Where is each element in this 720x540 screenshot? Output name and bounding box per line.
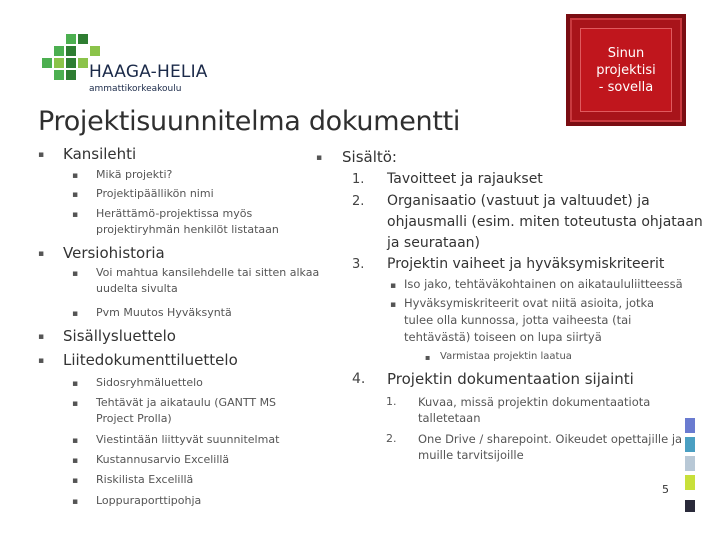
list-item: Sidosryhmäluettelo (96, 376, 203, 389)
list-item: Projektipäällikön nimi (96, 187, 214, 200)
bullet-icon: ▪ (316, 153, 323, 163)
list-item: Viestintään liittyvät suunnitelmat (96, 433, 280, 446)
sisalto-heading: Sisältö: (342, 148, 397, 166)
bullet-icon: ▪ (72, 269, 79, 279)
kansilehti-heading: Kansilehti (63, 145, 137, 163)
list-item: Loppuraporttipohja (96, 494, 202, 507)
liitedokumentit-heading: Liitedokumenttiluettelo (63, 351, 238, 369)
list-item: Pvm Muutos Hyväksyntä (96, 306, 232, 319)
bullet-icon: ▪ (38, 249, 45, 259)
bullet-icon: ▪ (425, 353, 431, 362)
list-item: tehtävästä) toiseen on lupa siirtyä (404, 330, 602, 344)
bullet-icon: ▪ (38, 150, 45, 160)
list-item: Iso jako, tehtäväkohtainen on aikataululiitteessä (404, 277, 683, 291)
list-item: tulee olla kunnossa, jotta vaiheesta (tai (404, 313, 632, 327)
bullet-icon: ▪ (390, 281, 397, 291)
list-item: muille tarvitsijoille (418, 448, 524, 462)
list-item: Project Prolla) (96, 412, 172, 425)
page-title: Projektisuunnitelma dokumentti (38, 106, 461, 137)
list-item: Varmistaa projektin laatua (440, 351, 572, 362)
content-item: Tavoitteet ja rajaukset (387, 171, 543, 187)
list-item: Kustannusarvio Excelillä (96, 453, 230, 466)
list-item: Voi mahtua kansilehdelle tai sitten alkaa (96, 266, 320, 279)
item-number: 3. (352, 257, 365, 272)
bullet-icon: ▪ (72, 210, 79, 220)
list-item: Hyväksymiskriteerit ovat niitä asioita, jotka (404, 296, 655, 310)
item-number: 4. (352, 371, 366, 387)
bullet-icon: ▪ (72, 379, 79, 389)
list-item: Mikä projekti? (96, 168, 173, 181)
content-item: Organisaatio (vastuut ja valtuudet) ja (387, 193, 650, 209)
bullet-icon: ▪ (72, 497, 79, 507)
list-item: Riskilista Excelillä (96, 473, 194, 486)
item-number: 1. (386, 395, 397, 408)
bullet-icon: ▪ (72, 456, 79, 466)
bullet-icon: ▪ (72, 436, 79, 446)
callout-badge-text: Sinun projektisi - sovella (580, 28, 672, 112)
bullet-icon: ▪ (390, 300, 397, 310)
item-number: 2. (352, 194, 365, 209)
bullet-icon: ▪ (72, 476, 79, 486)
callout-badge (566, 14, 686, 126)
list-item: Kuvaa, missä projektin dokumentaatiota (418, 395, 651, 409)
sisallysluettelo-heading: Sisällysluettelo (63, 327, 176, 345)
bullet-icon: ▪ (38, 356, 45, 366)
list-item: uudelta sivulta (96, 282, 178, 295)
list-item: Tehtävät ja aikataulu (GANTT MS (96, 396, 277, 409)
list-item: One Drive / sharepoint. Oikeudet opettajille ja (418, 432, 683, 446)
content-item: Projektin vaiheet ja hyväksymiskriteerit (387, 256, 665, 272)
list-item: projektiryhmän henkilöt listataan (96, 223, 279, 236)
item-number: 2. (386, 432, 397, 445)
bullet-icon: ▪ (72, 190, 79, 200)
content-item: Projektin dokumentaation sijainti (387, 370, 634, 388)
logo-name: HAAGA-HELIA (89, 62, 208, 82)
page-number: 5 (662, 483, 669, 496)
bullet-icon: ▪ (72, 399, 79, 409)
item-number: 1. (352, 172, 365, 187)
content-item: ja seurataan) (387, 235, 481, 251)
list-item: Herättämö-projektissa myös (96, 207, 253, 220)
content-item: ohjausmalli (esim. miten toteutusta ohjataan (387, 214, 703, 230)
versiohistoria-heading: Versiohistoria (63, 244, 165, 262)
bullet-icon: ▪ (38, 332, 45, 342)
logo-subtitle: ammattikorkeakoulu (89, 84, 182, 94)
bullet-icon: ▪ (72, 309, 79, 319)
bullet-icon: ▪ (72, 171, 79, 181)
list-item: talletetaan (418, 411, 481, 425)
